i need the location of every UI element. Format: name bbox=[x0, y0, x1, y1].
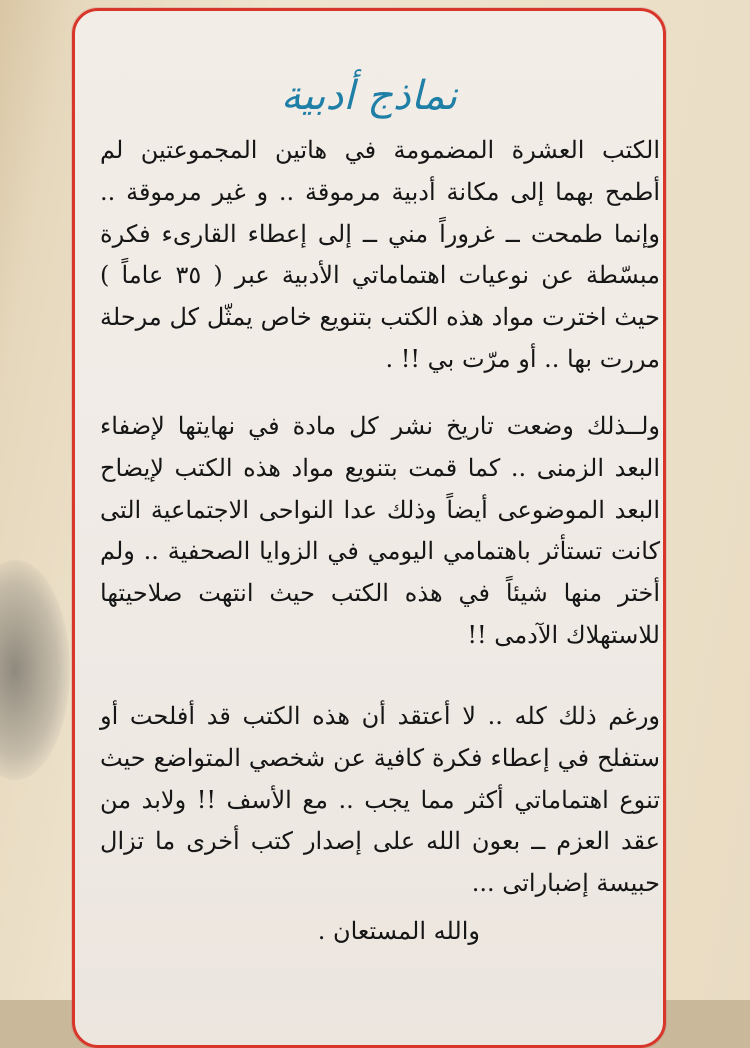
paragraph-1: الكتب العشرة المضمومة في هاتين المجموعتين لم أطمح بهما إلى مكانة أدبية مرموقة .. و غير مرموقة .. وإنما طمحت ــ غروراً مني ــ إلى إعطاء القارىء فكرة مبسّطة عن نوعيات اهتماماتي الأدبية عبر ( ٣٥ عاماً ) حيث اخترت مواد هذه الكتب بتنويع خاص يمثّل كل مرحلة مررت بها .. أو مرّت بي !! . bbox=[100, 136, 661, 373]
paragraph-2: ولــذلك وضعت تاريخ نشر كل مادة في نهايتها لإضفاء البعد الزمنى .. كما قمت بتنويع مواد هذه الكتب لإيضاح البعد الموضوعى أيضاً وذلك عدا النواحى الاجتماعية التى كانت تستأثر باهتمامي اليومي في الزوايا الصحفية .. ولم أختر منها شيئاً في هذه الكتب حيث انتهت صلاحيتها للاستهلاك الآدمى !! bbox=[100, 412, 660, 649]
page-title: نماذج أدبية bbox=[280, 73, 458, 119]
paragraph-3-container bbox=[100, 696, 660, 953]
paragraph-3: ورغم ذلك كله .. لا أعتقد أن هذه الكتب قد أفلحت أو ستفلح في إعطاء فكرة كافية عن شخصي المتواضع حيث تنوع اهتماماتي أكثر مما يجب .. مع الأسف !! ولابد من عقد العزم ــ بعون الله على إصدار كتب أخرى ما تزال حبيسة إضباراتى ... bbox=[100, 702, 660, 898]
closing-line: والله المستعان . bbox=[317, 916, 480, 945]
